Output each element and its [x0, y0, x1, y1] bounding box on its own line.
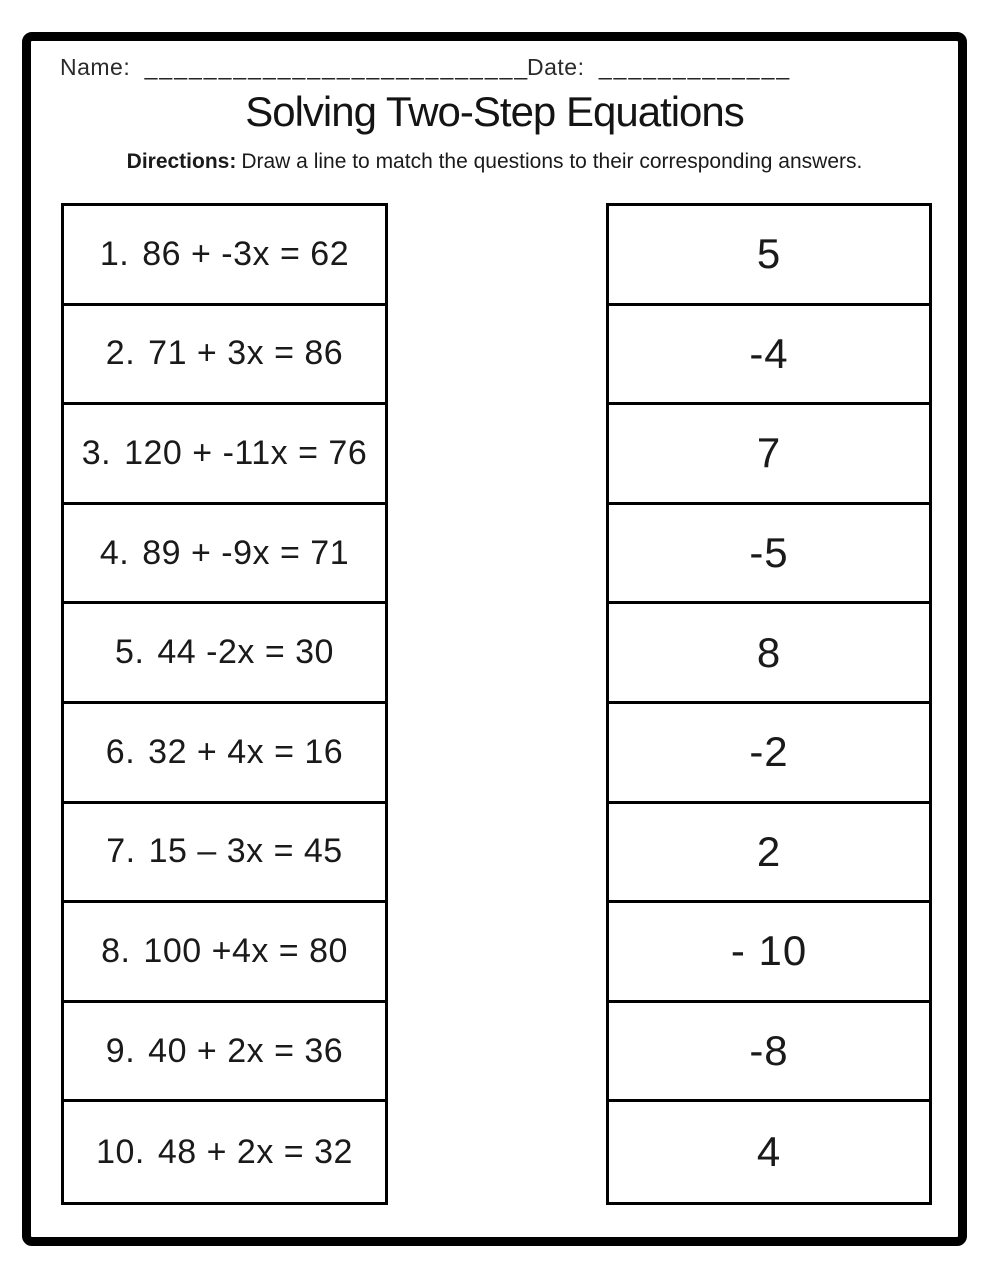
answer-row-1[interactable] [609, 206, 929, 306]
question-row-1[interactable] [64, 206, 385, 306]
answer-value: 5 [756, 230, 782, 278]
answer-value: 2 [756, 827, 782, 875]
question-row-3[interactable] [64, 405, 385, 505]
question-row-4[interactable] [64, 505, 385, 605]
name-label: Name: [60, 54, 131, 80]
question-row-5[interactable] [64, 604, 385, 704]
question-equation: 86 + -3x = 62 [142, 234, 350, 273]
answer-value: -4 [749, 329, 789, 377]
question-equation: 32 + 4x = 16 [148, 732, 344, 771]
answer-row-5[interactable] [609, 604, 929, 704]
answer-row-2[interactable] [609, 306, 929, 406]
directions-label: Directions: [126, 150, 237, 173]
answer-row-8[interactable] [609, 903, 929, 1003]
question-equation: 100 +4x = 80 [143, 931, 348, 970]
answers-table [606, 203, 932, 1205]
question-number: 4. [99, 533, 130, 572]
question-row-2[interactable] [64, 306, 385, 406]
answer-value: 8 [756, 628, 782, 676]
question-equation: 44 -2x = 30 [157, 633, 334, 672]
questions-table [61, 203, 388, 1205]
worksheet-title: Solving Two-Step Equations [245, 88, 744, 135]
answer-value: -5 [749, 529, 789, 577]
question-number: 3. [81, 433, 112, 472]
date-fill-line[interactable]: _____________ [598, 54, 792, 80]
directions-text: Draw a line to match the questions to their corresponding answers. [241, 150, 863, 173]
answer-row-10[interactable] [609, 1102, 929, 1202]
question-row-7[interactable] [64, 804, 385, 904]
question-number: 10. [96, 1132, 145, 1171]
question-row-10[interactable] [64, 1102, 385, 1202]
question-number: 8. [101, 931, 131, 970]
question-number: 5. [115, 633, 145, 672]
name-row [60, 54, 529, 81]
answer-value: -8 [749, 1027, 789, 1075]
answer-value: - 10 [730, 927, 808, 975]
answer-row-6[interactable] [609, 704, 929, 804]
date-row [527, 54, 791, 81]
question-equation: 120 + -11x = 76 [124, 433, 368, 472]
question-row-9[interactable] [64, 1003, 385, 1103]
question-number: 2. [105, 334, 136, 373]
question-equation: 71 + 3x = 86 [148, 334, 344, 373]
question-number: 7. [106, 832, 136, 871]
answer-row-4[interactable] [609, 505, 929, 605]
question-equation: 40 + 2x = 36 [148, 1031, 344, 1070]
answer-row-7[interactable] [609, 804, 929, 904]
answer-row-3[interactable] [609, 405, 929, 505]
date-label: Date: [527, 54, 585, 80]
question-equation: 15 – 3x = 45 [148, 832, 343, 871]
question-number: 6. [105, 732, 136, 771]
name-fill-line[interactable]: __________________________ [144, 54, 530, 80]
answer-value: 7 [756, 429, 782, 477]
answer-value: 4 [756, 1128, 782, 1176]
question-row-6[interactable] [64, 704, 385, 804]
directions [0, 150, 989, 174]
question-equation: 89 + -9x = 71 [142, 533, 350, 572]
question-number: 1. [99, 234, 130, 273]
question-equation: 48 + 2x = 32 [157, 1132, 353, 1171]
answer-value: -2 [749, 728, 789, 776]
answer-row-9[interactable] [609, 1003, 929, 1103]
question-row-8[interactable] [64, 903, 385, 1003]
question-number: 9. [105, 1031, 136, 1070]
